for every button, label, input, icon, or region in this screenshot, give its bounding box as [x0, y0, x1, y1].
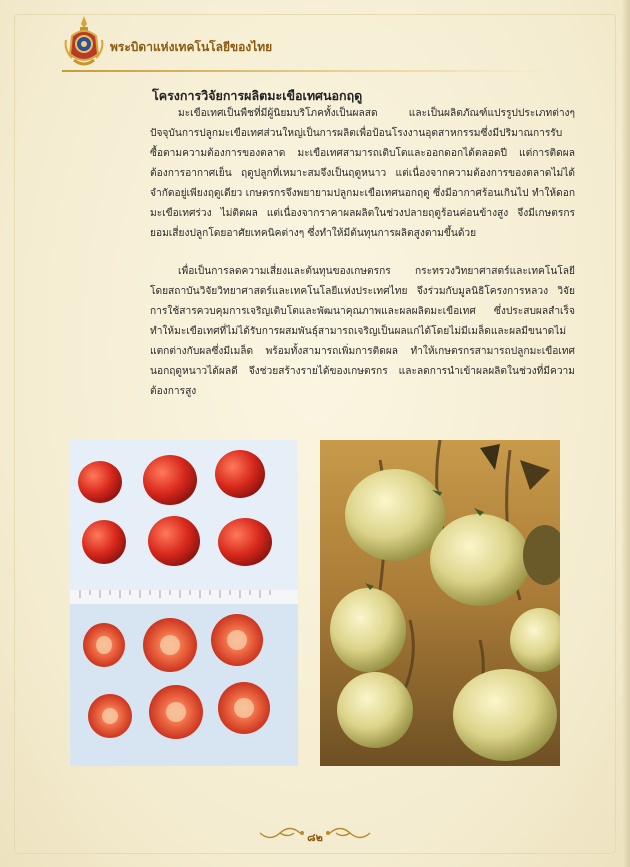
tomato-comparison-photo — [70, 440, 298, 766]
article-heading: โครงการวิจัยการผลิตมะเขือเทศนอกฤดู — [152, 88, 363, 103]
page-number: ๘๒ — [307, 831, 323, 844]
binding-edge — [622, 0, 630, 867]
header-divider — [62, 70, 552, 72]
article-paragraph-2: เพื่อเป็นการลดความเสี่ยงและต้นทุนของเกษตรกร กระทรวงวิทยาศาสตร์และเทคโนโลยี โดยสถาบันวิจัยวิทยาศาสตร์และเทคโนโลยีแห่งประเทศไทย จึงร่วมกับมูลนิธิโครงการหลวง วิจัยการใช้สารควบคุมการเจริญเติบโตและพัฒนาคุณภาพและผลผลิตมะเขือเทศ ซึ่งประสบผลสำเร็จทำให้มะเขือเทศที่ไม่ได้รับการผสมพันธุ์สามารถเจริญเป็นผลแก่ได้โดยไม่มีเมล็ดและผลมีขนาดไม่แตกต่างกับผลซึ่งมีเมล็ด พร้อมทั้งสามารถเพิ่มการติดผล ทำให้เกษตรกรสามารถปลูกมะเขือเทศนอกฤดูหนาวได้ผลดี จึงช่วยสร้างรายได้ของเกษตรกร และลดการนำเข้าผลผลิตในช่วงที่มีความต้องการสูง — [150, 266, 575, 397]
royal-emblem-icon — [62, 14, 106, 70]
running-header-title: พระบิดาแห่งเทคโนโลยีของไทย — [110, 40, 273, 54]
article-paragraph-1: มะเขือเทศเป็นพืชที่มีผู้นิยมบริโภคทั้งเป็นผลสด และเป็นผลิตภัณฑ์แปรรูปประเภทต่างๆ ปัจจุบันการปลูกมะเขือเทศส่วนใหญ่เป็นการผลิตเพื่อป้อนโรงงานอุตสาหกรรมซึ่งมีปริมาณการรับซื้อตามความต้องการของตลาด มะเขือเทศสามารถเติบโตและออกดอกได้ตลอดปี แต่การติดผลต้องการอากาศเย็น ฤดูปลูกที่เหมาะสมจึงเป็นฤดูหนาว แต่เนื่องจากความต้องการของตลาดไม่ได้จำกัดอยู่เพียงฤดูเดียว เกษตรกรจึงพยายามปลูกมะเขือเทศนอกฤดู ซึ่งมีอากาศร้อนเกินไป ทำให้ดอกมะเขือเทศร่วง ไม่ติดผล แต่เนื่องจากราคาผลผลิตในช่วงปลายฤดูร้อนค่อนข้างสูง จึงมีเกษตรกรยอมเสี่ยงปลูกโดยอาศัยเทคนิคต่างๆ ซึ่งทำให้มีต้นทุนการผลิตสูงตามขึ้นด้วย — [150, 108, 575, 239]
tomato-vine-photo — [320, 440, 560, 766]
